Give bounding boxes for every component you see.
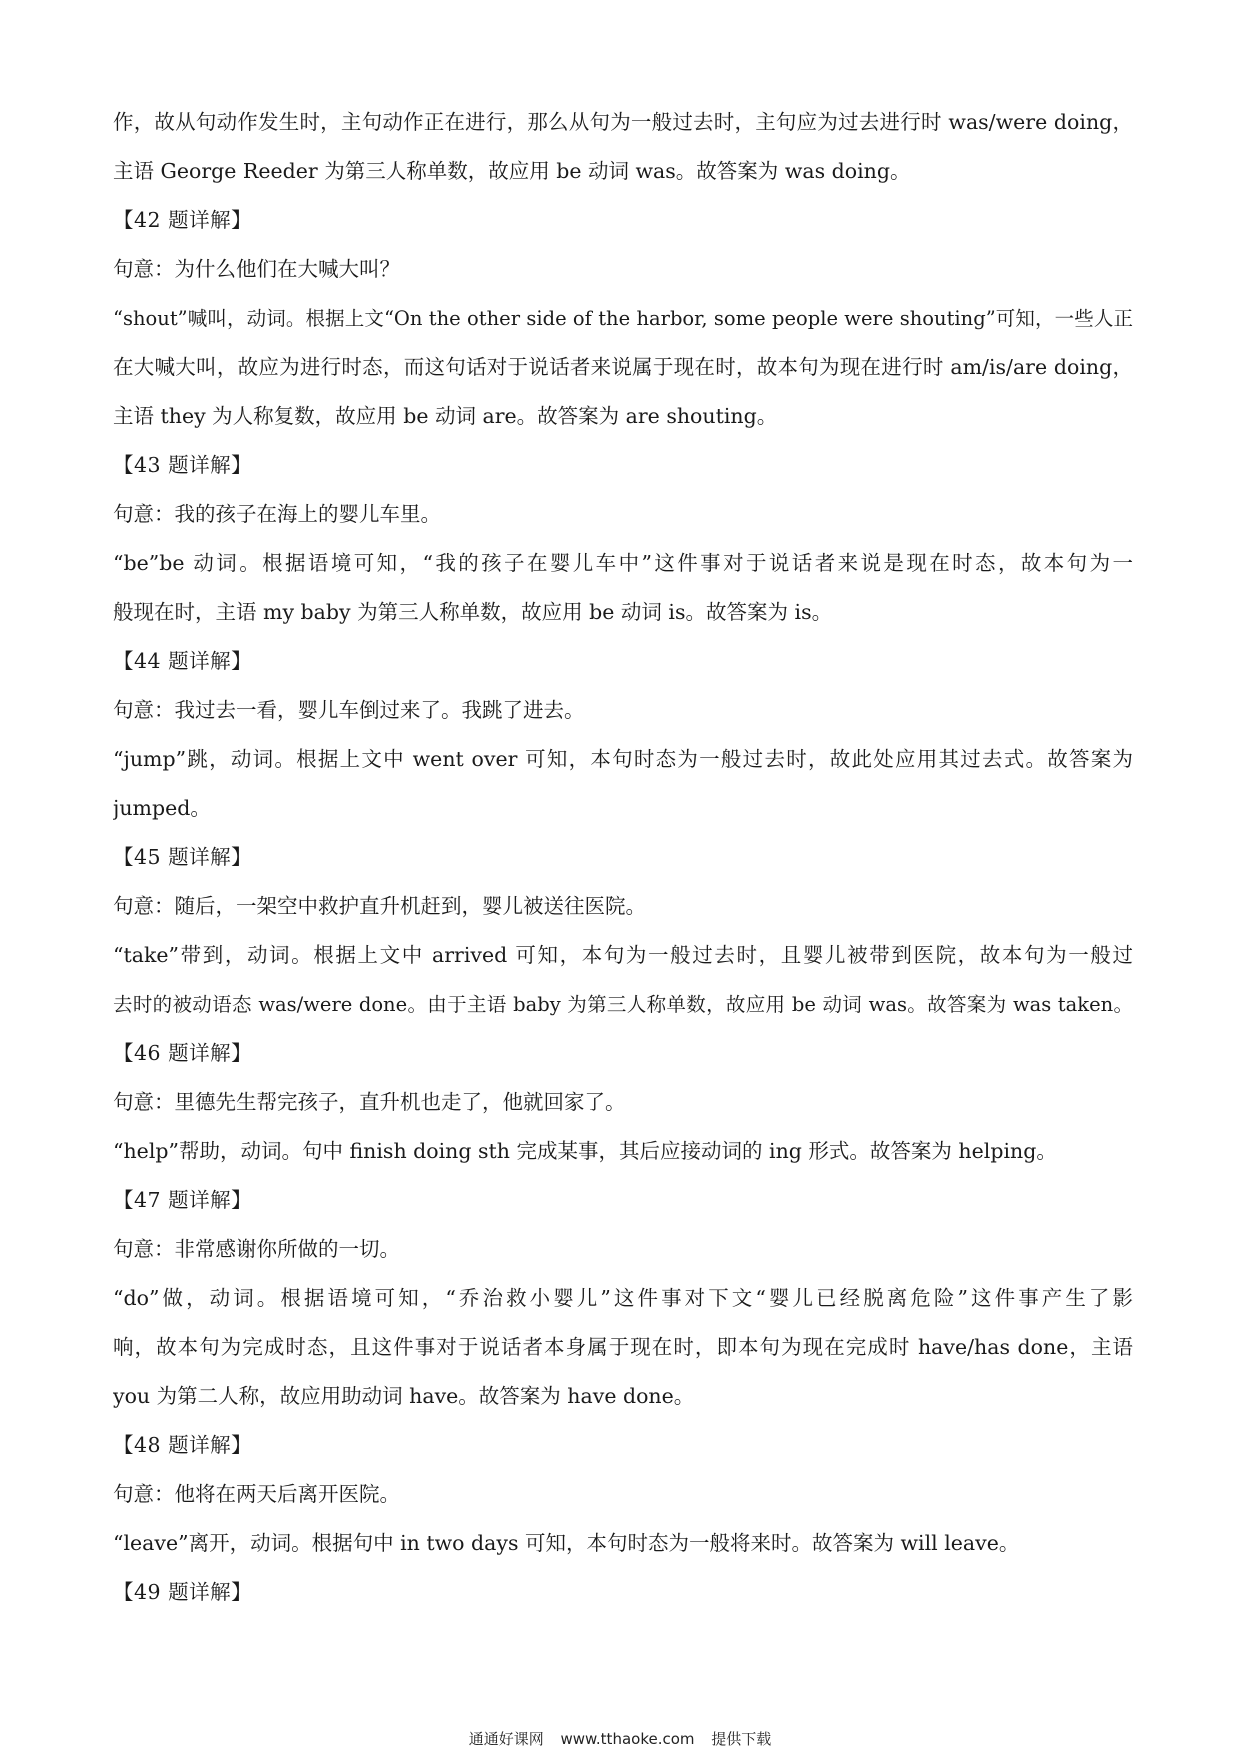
footer-suffix: 提供下载 (711, 1730, 772, 1748)
footer-site-name: 通通好课网 (468, 1730, 544, 1748)
paragraph-line: 去时的被动语态 was/were done。由于主语 baby 为第三人称单数，故应用 be 动词 was。故答案为 was taken。 (113, 993, 1133, 1016)
paragraph-line: “shout”喊叫，动词。根据上文“On the other side of the harbor, some people were shouting”可知，一些人正 (113, 307, 1133, 330)
page-footer (0, 1728, 1240, 1749)
paragraph-line: 主语 they 为人称复数，故应用 be 动词 are。故答案为 are shouting。 (113, 404, 778, 428)
section-heading-44: 【44 题详解】 (113, 649, 253, 673)
paragraph-line: “leave”离开，动词。根据句中 in two days 可知，本句时态为一般将来时。故答案为 will leave。 (113, 1531, 1020, 1555)
section-heading-43: 【43 题详解】 (113, 453, 253, 477)
paragraph-line: jumped。 (113, 796, 211, 820)
paragraph-line: 般现在时，主语 my baby 为第三人称单数，故应用 be 动词 is。故答案为 is。 (113, 600, 833, 624)
section-heading-47: 【47 题详解】 (113, 1188, 253, 1212)
section-heading-45: 【45 题详解】 (113, 845, 253, 869)
paragraph-line: “take”带到，动词。根据上文中 arrived 可知，本句为一般过去时，且婴儿被带到医院，故本句为一般过 (113, 943, 1133, 967)
paragraph-line: “help”帮助，动词。句中 finish doing sth 完成某事，其后应接动词的 ing 形式。故答案为 helping。 (113, 1139, 1057, 1163)
sentence-meaning-44: 句意：我过去一看，婴儿车倒过来了。我跳了进去。 (113, 698, 585, 722)
paragraph-line: 作，故从句动作发生时，主句动作正在进行，那么从句为一般过去时，主句应为过去进行时 was/were doing， (113, 110, 1133, 134)
paragraph-line: 主语 George Reeder 为第三人称单数，故应用 be 动词 was。故答案为 was doing。 (113, 159, 911, 183)
sentence-meaning-42: 句意：为什么他们在大喊大叫？ (113, 257, 400, 281)
paragraph-line: “do”做，动词。根据语境可知，“乔治救小婴儿”这件事对下文“婴儿已经脱离危险”这件事产生了影 (113, 1286, 1133, 1310)
paragraph-line: you 为第二人称，故应用助动词 have。故答案为 have done。 (113, 1384, 695, 1408)
footer-url[interactable]: www.tthaoke.com (560, 1730, 695, 1748)
sentence-meaning-43: 句意：我的孩子在海上的婴儿车里。 (113, 502, 441, 526)
sentence-meaning-48: 句意：他将在两天后离开医院。 (113, 1482, 400, 1506)
sentence-meaning-47: 句意：非常感谢你所做的一切。 (113, 1237, 400, 1261)
section-heading-46: 【46 题详解】 (113, 1041, 253, 1065)
paragraph-line: “jump”跳，动词。根据上文中 went over 可知，本句时态为一般过去时，故此处应用其过去式。故答案为 (113, 747, 1133, 771)
section-heading-48: 【48 题详解】 (113, 1433, 253, 1457)
paragraph-line: 响，故本句为完成时态，且这件事对于说话者本身属于现在时，即本句为现在完成时 have/has done，主语 (113, 1335, 1133, 1359)
document-body (113, 98, 1133, 1617)
paragraph-line: 在大喊大叫，故应为进行时态，而这句话对于说话者来说属于现在时，故本句为现在进行时 am/is/are doing， (113, 355, 1133, 379)
paragraph-line: “be”be 动词。根据语境可知，“我的孩子在婴儿车中”这件事对于说话者来说是现在时态，故本句为一 (113, 551, 1133, 575)
section-heading-49: 【49 题详解】 (113, 1580, 253, 1604)
sentence-meaning-46: 句意：里德先生帮完孩子，直升机也走了，他就回家了。 (113, 1090, 626, 1114)
section-heading-42: 【42 题详解】 (113, 208, 253, 232)
sentence-meaning-45: 句意：随后，一架空中救护直升机赶到，婴儿被送往医院。 (113, 894, 646, 918)
